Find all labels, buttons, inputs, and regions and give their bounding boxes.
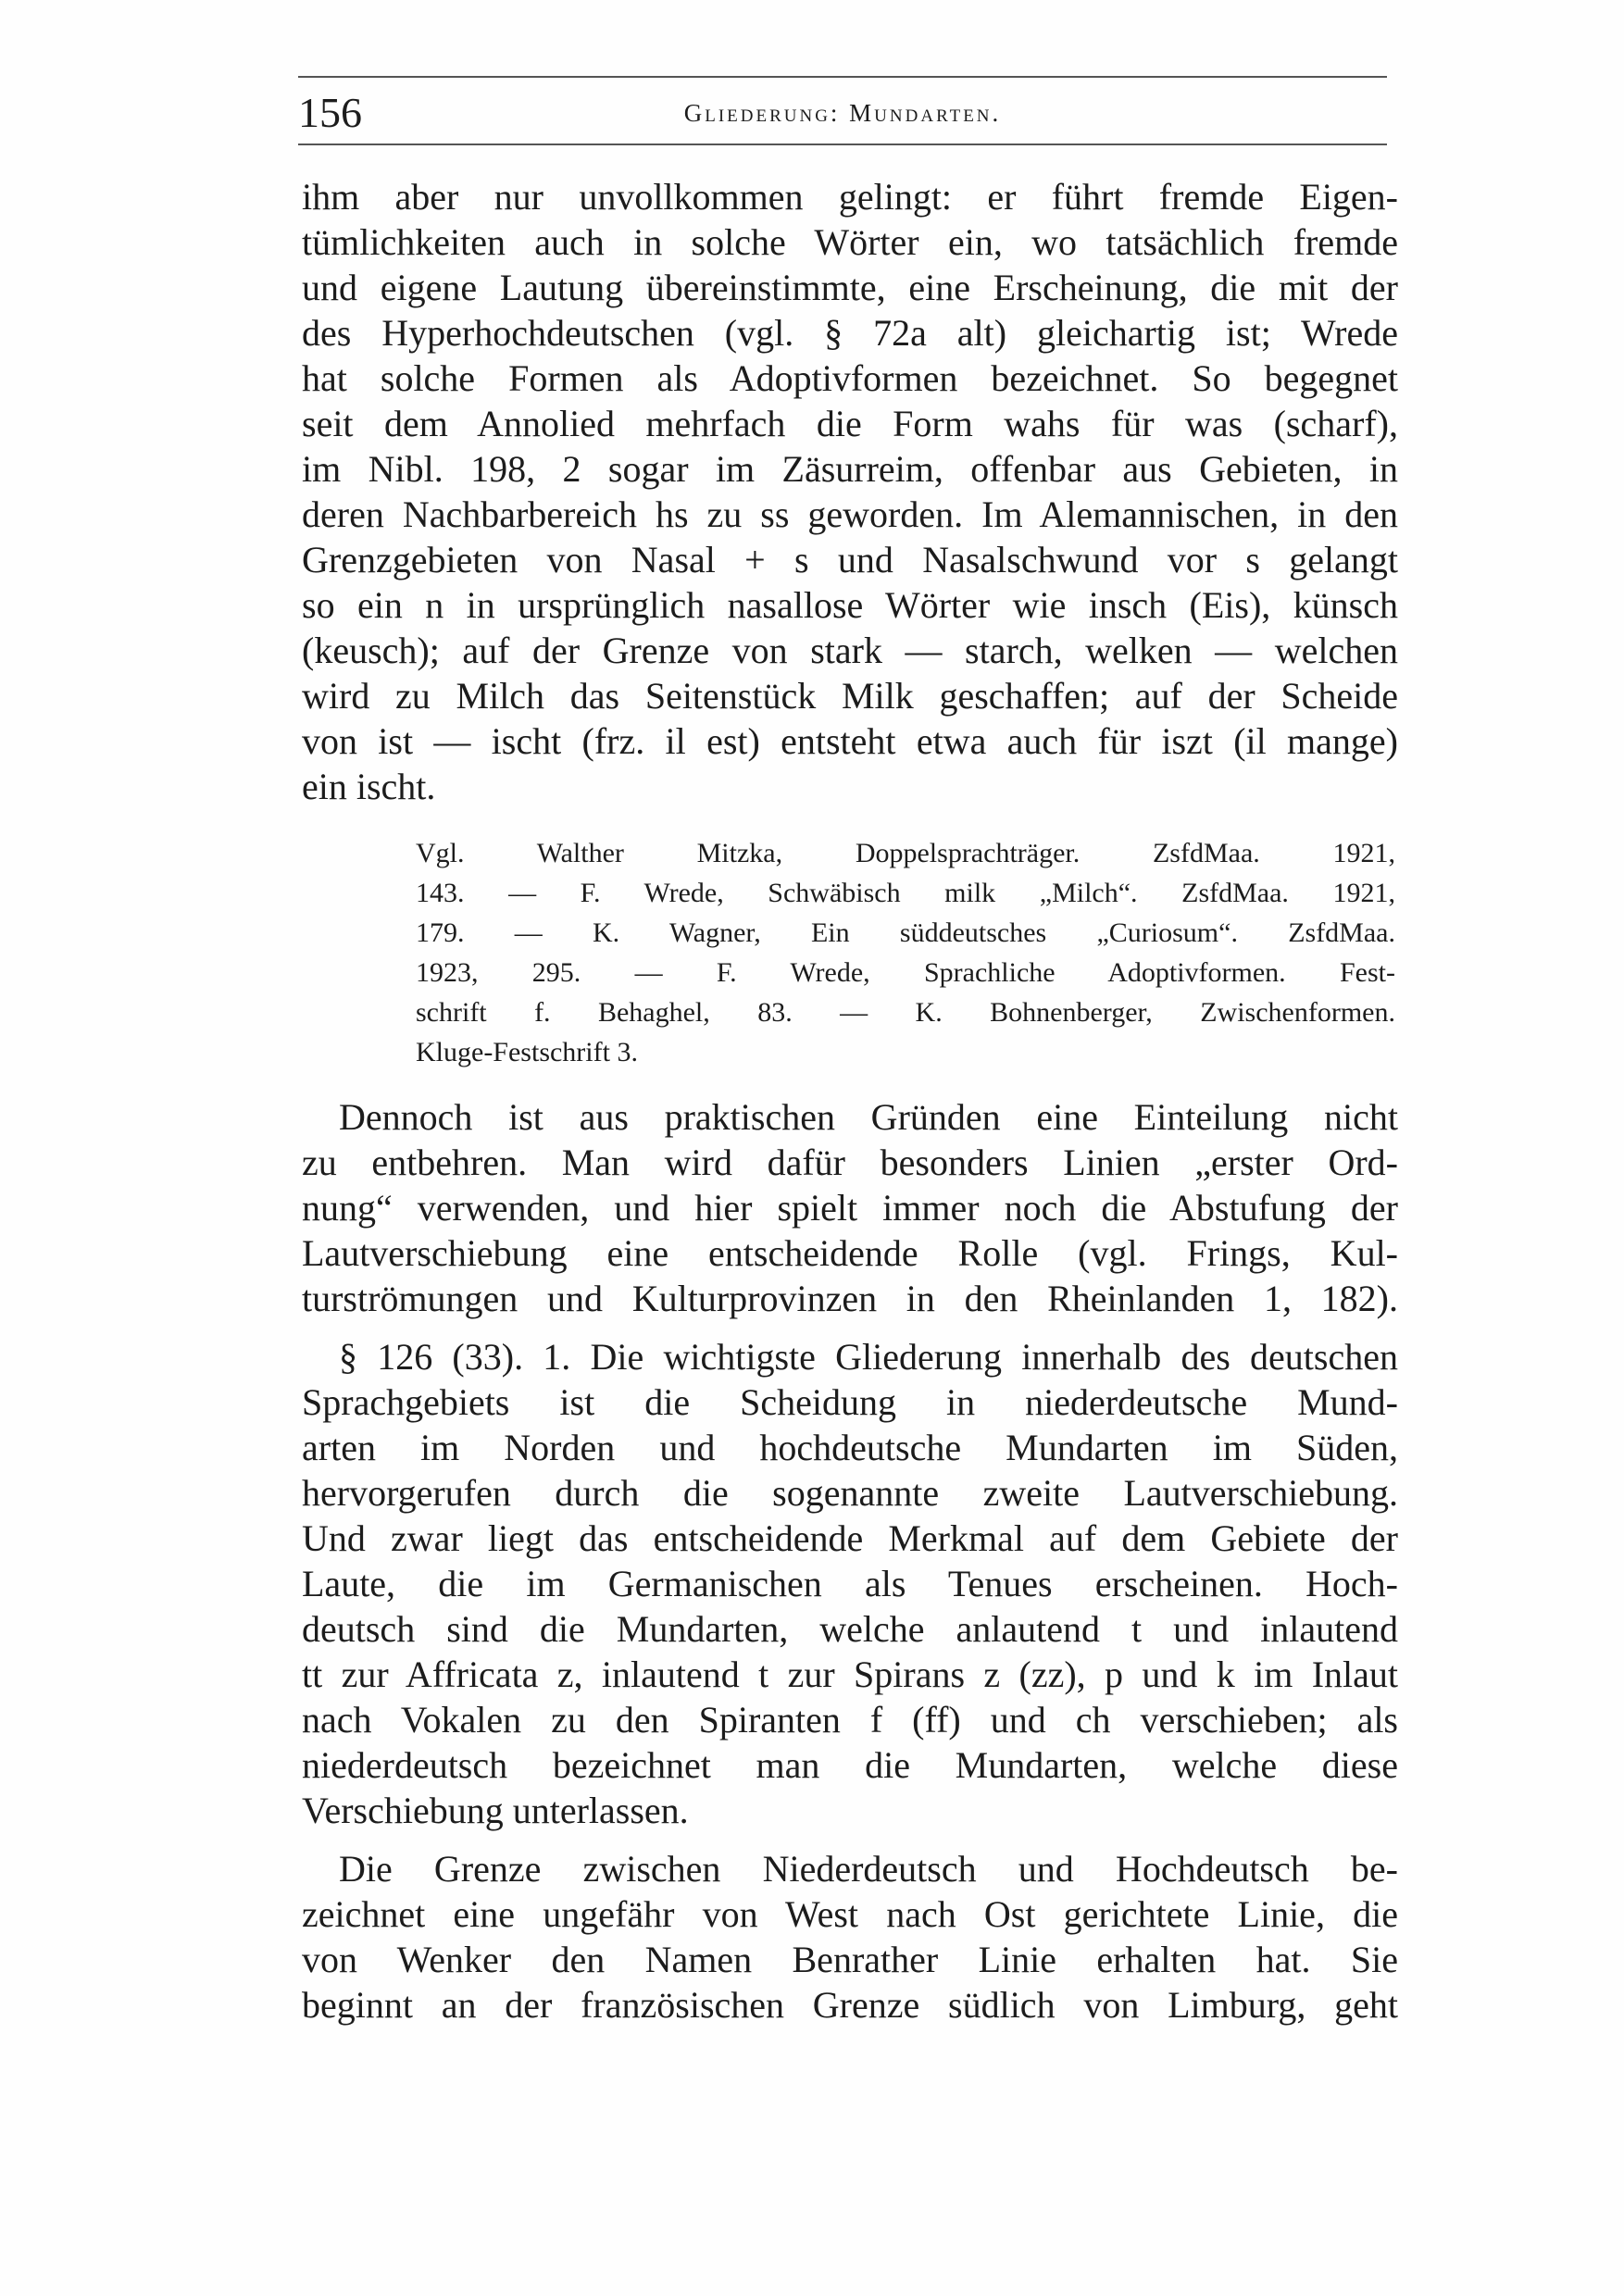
- paragraph-benrather-linie: [302, 1846, 1398, 2028]
- header-top-rule: [298, 76, 1387, 78]
- bibliography-line: 179. — K. Wagner, Ein süddeutsches „Curiosum“. ZsfdMaa.: [416, 917, 1395, 948]
- text-line: nung“ verwenden, und hier spielt immer noch die Abstufung der: [302, 1187, 1398, 1229]
- text-line: § 126 (33). 1. Die wichtigste Gliederung innerhalb des deutschen: [339, 1336, 1398, 1378]
- text-line: nach Vokalen zu den Spiranten f (ff) und ch verschieben; als: [302, 1699, 1398, 1741]
- header-bottom-rule: [298, 144, 1387, 145]
- bibliography-line: 143. — F. Wrede, Schwäbisch milk „Milch“. ZsfdMaa. 1921,: [416, 878, 1395, 908]
- text-line: arten im Norden und hochdeutsche Mundarten im Süden,: [302, 1427, 1398, 1468]
- text-line: niederdeutsch bezeichnet man die Mundarten, welche diese: [302, 1744, 1398, 1786]
- paragraph-section-126: [302, 1334, 1398, 1833]
- page-header: [298, 81, 1387, 137]
- text-line: Dennoch ist aus praktischen Gründen eine Einteilung nicht: [339, 1096, 1398, 1138]
- paragraph-adoptivformen: [302, 174, 1398, 809]
- text-line: turströmungen und Kulturprovinzen in den Rheinlanden 1, 182).: [302, 1278, 1398, 1319]
- spacer: [302, 1321, 1398, 1334]
- paragraph-dennoch: [302, 1094, 1398, 1321]
- text-line: Verschiebung unterlassen.: [302, 1790, 689, 1831]
- bibliography-line: schrift f. Behaghel, 83. — K. Bohnenberger, Zwischenformen.: [416, 997, 1395, 1028]
- text-line: von Wenker den Namen Benrather Linie erhalten hat. Sie: [302, 1939, 1398, 1980]
- text-line: tt zur Affricata z, inlautend t zur Spirans z (zz), p und k im Inlaut: [302, 1653, 1398, 1695]
- page-number: 156: [298, 89, 362, 136]
- text-line: wird zu Milch das Seitenstück Milk geschaffen; auf der Scheide: [302, 675, 1398, 717]
- bibliography-line: 1923, 295. — F. Wrede, Sprachliche Adoptivformen. Fest-: [416, 957, 1395, 988]
- text-line: ihm aber nur unvollkommen gelingt: er führt fremde Eigen-: [302, 176, 1398, 218]
- text-line: so ein n in ursprünglich nasallose Wörter wie insch (Eis), künsch: [302, 584, 1398, 626]
- spacer: [302, 809, 1398, 833]
- text-line: und eigene Lautung übereinstimmte, eine Erscheinung, die mit der: [302, 267, 1398, 308]
- text-line: ein ischt.: [302, 766, 436, 807]
- text-line: Grenzgebieten von Nasal + s und Nasalschwund vor s gelangt: [302, 539, 1398, 580]
- text-line: tümlichkeiten auch in solche Wörter ein, wo tatsächlich fremde: [302, 221, 1398, 263]
- bibliography-line: Kluge-Festschrift 3.: [416, 1037, 638, 1067]
- running-head: Gliederung: Mundarten.: [683, 99, 1002, 127]
- text-line: zeichnet eine ungefähr von West nach Ost gerichtete Linie, die: [302, 1893, 1398, 1935]
- text-line: seit dem Annolied mehrfach die Form wahs für was (scharf),: [302, 403, 1398, 444]
- text-line: von ist — ischt (frz. il est) entsteht etwa auch für iszt (il mange): [302, 720, 1398, 762]
- text-line: Laute, die im Germanischen als Tenues erscheinen. Hoch-: [302, 1563, 1398, 1604]
- text-line: Lautverschiebung eine entscheidende Rolle (vgl. Frings, Kul-: [302, 1232, 1398, 1274]
- text-line: beginnt an der französischen Grenze südlich von Limburg, geht: [302, 1984, 1398, 2026]
- text-line: Und zwar liegt das entscheidende Merkmal auf dem Gebiete der: [302, 1517, 1398, 1559]
- text-line: Sprachgebiets ist die Scheidung in niederdeutsche Mund-: [302, 1381, 1398, 1423]
- text-line: hat solche Formen als Adoptivformen bezeichnet. So begegnet: [302, 357, 1398, 399]
- text-line: deutsch sind die Mundarten, welche anlautend t und inlautend: [302, 1608, 1398, 1650]
- text-line: des Hyperhochdeutschen (vgl. § 72a alt) gleichartig ist; Wrede: [302, 312, 1398, 354]
- body-text: [302, 174, 1398, 2028]
- bibliography-line: Vgl. Walther Mitzka, Doppelsprachträger. ZsfdMaa. 1921,: [416, 838, 1395, 868]
- text-line: Die Grenze zwischen Niederdeutsch und Hochdeutsch be-: [339, 1848, 1398, 1890]
- text-line: (keusch); auf der Grenze von stark — starch, welken — welchen: [302, 630, 1398, 671]
- spacer: [302, 1072, 1398, 1094]
- text-line: zu entbehren. Man wird dafür besonders Linien „erster Ord-: [302, 1142, 1398, 1183]
- text-line: hervorgerufen durch die sogenannte zweite Lautverschiebung.: [302, 1472, 1398, 1514]
- bibliography-note: [416, 833, 1395, 1072]
- text-line: deren Nachbarbereich hs zu ss geworden. Im Alemannischen, in den: [302, 493, 1398, 535]
- text-line: im Nibl. 198, 2 sogar im Zäsurreim, offenbar aus Gebieten, in: [302, 448, 1398, 490]
- spacer: [302, 1833, 1398, 1846]
